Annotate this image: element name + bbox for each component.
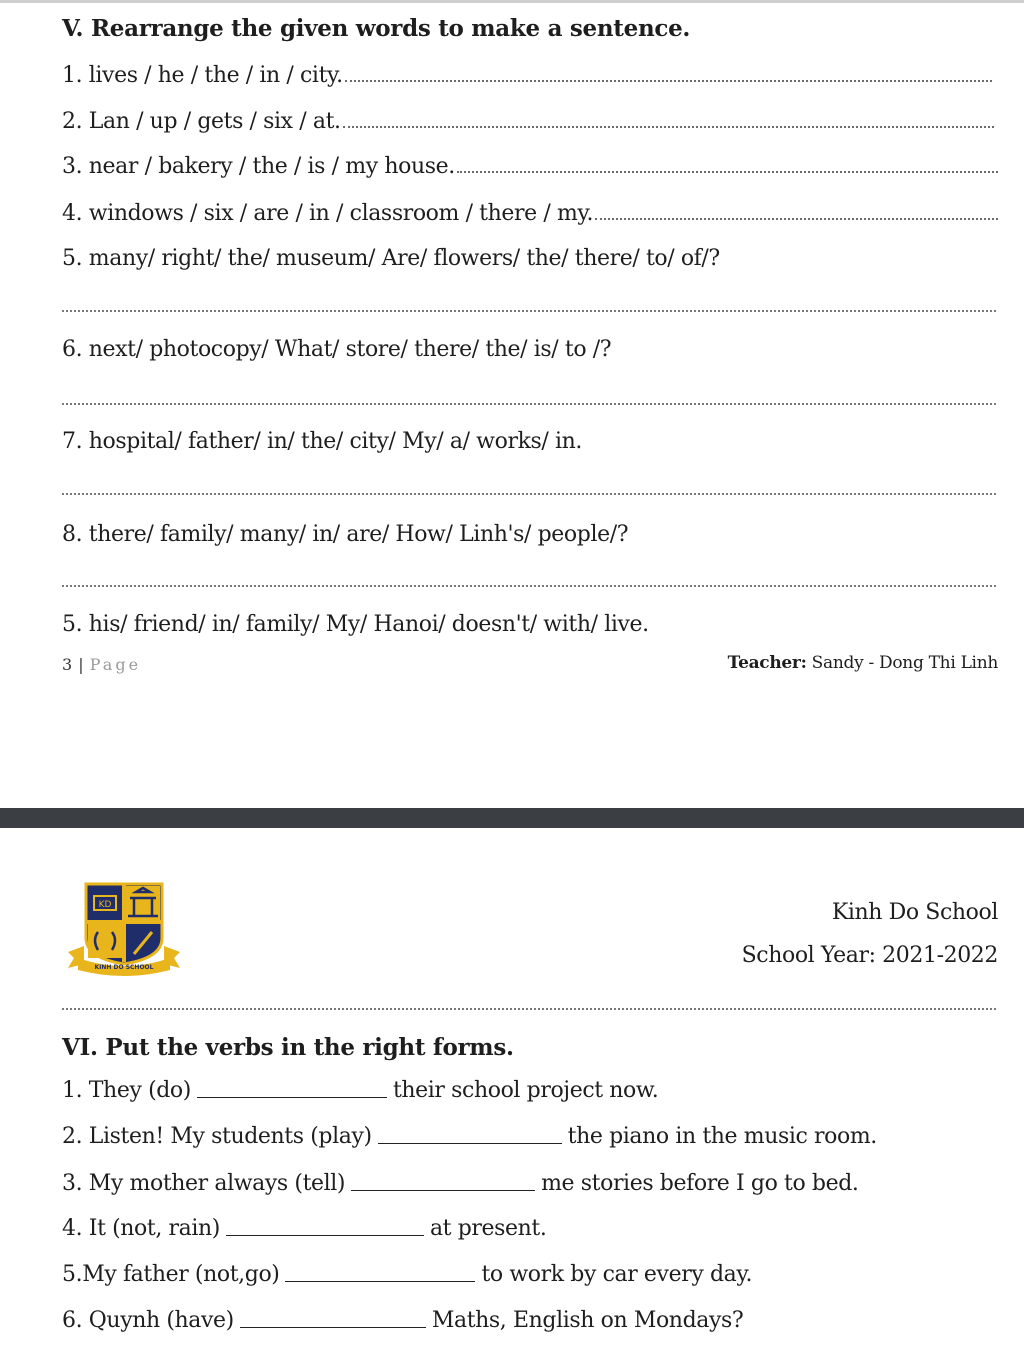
answer-dotted-line	[62, 585, 996, 587]
answer-blank	[378, 1143, 562, 1144]
exercise-prompt: 6. Quynh (have)	[62, 1308, 234, 1333]
page-number	[62, 655, 141, 674]
exercise-continuation: to work by car every day.	[481, 1262, 753, 1287]
page-label: Page	[89, 655, 142, 674]
exercise-text: 5. many/ right/ the/ museum/ Are/ flowers/ the/ there/ to/ of/?	[62, 246, 720, 271]
exercise-text: 6. next/ photocopy/ What/ store/ there/ the/ is/ to /?	[62, 337, 612, 362]
exercise-text: 5. his/ friend/ in/ family/ My/ Hanoi/ doesn't/ with/ live.	[62, 612, 649, 637]
logo-monogram: KD	[98, 900, 112, 910]
page-divider	[0, 808, 1024, 829]
exercise-continuation: the piano in the music room.	[567, 1124, 877, 1149]
school-logo-icon	[64, 878, 184, 978]
exercise-text: 7. hospital/ father/ in/ the/ city/ My/ a/ works/ in.	[62, 429, 582, 454]
exercise-item	[62, 63, 992, 88]
answer-blank	[351, 1190, 535, 1191]
exercise-item	[62, 109, 994, 134]
answer-dotted-line	[62, 310, 996, 312]
exercise-item	[62, 612, 649, 637]
exercise-text: 4. windows / six / are / in / classroom / there / my.	[62, 201, 594, 226]
answer-dotted-line	[595, 218, 998, 220]
answer-blank	[240, 1327, 426, 1328]
school-name: Kinh Do School	[831, 900, 998, 925]
teacher-label: Teacher:	[727, 653, 807, 673]
answer-blank	[285, 1281, 475, 1282]
answer-dotted-line	[343, 126, 994, 128]
exercise-text: 8. there/ family/ many/ in/ are/ How/ Linh's/ people/?	[62, 522, 629, 547]
section-v-title: V. Rearrange the given words to make a sentence.	[62, 15, 691, 42]
exercise-continuation: their school project now.	[392, 1078, 659, 1103]
exercise-continuation: me stories before I go to bed.	[541, 1171, 859, 1196]
school-year: School Year: 2021-2022	[741, 943, 998, 968]
answer-blank	[226, 1235, 424, 1236]
exercise-prompt: 2. Listen! My students (play)	[62, 1124, 372, 1149]
exercise-item	[62, 337, 611, 362]
exercise-text: 1. lives / he / the / in / city.	[62, 63, 343, 88]
exercise-item	[62, 154, 998, 179]
page-number-value: 3 |	[62, 655, 85, 674]
answer-dotted-line	[345, 80, 992, 82]
exercise-item	[62, 1124, 877, 1149]
exercise-item	[62, 1171, 858, 1196]
exercise-item	[62, 201, 998, 226]
exercise-item	[62, 522, 628, 547]
exercise-item	[62, 1078, 658, 1103]
exercise-item	[62, 1216, 546, 1241]
answer-dotted-line	[457, 171, 998, 173]
exercise-continuation: at present.	[429, 1216, 547, 1241]
exercise-item	[62, 246, 720, 271]
logo-banner-text: KINH DO SCHOOL	[94, 964, 154, 971]
exercise-item	[62, 1262, 752, 1287]
exercise-item	[62, 1308, 743, 1333]
exercise-prompt: 3. My mother always (tell)	[62, 1171, 346, 1196]
exercise-text: 3. near / bakery / the / is / my house.	[62, 154, 455, 179]
exercise-prompt: 1. They (do)	[62, 1078, 191, 1103]
answer-blank	[197, 1097, 387, 1098]
exercise-prompt: 4. It (not, rain)	[62, 1216, 220, 1241]
answer-dotted-line	[62, 493, 996, 495]
header-dotted-separator	[62, 1008, 996, 1010]
exercise-continuation: Maths, English on Mondays?	[431, 1308, 744, 1333]
exercise-item	[62, 429, 582, 454]
exercise-prompt: 5.My father (not,go)	[62, 1262, 280, 1287]
answer-dotted-line	[62, 403, 996, 405]
teacher-name: Sandy - Dong Thi Linh	[811, 653, 998, 673]
exercise-text: 2. Lan / up / gets / six / at.	[62, 109, 341, 134]
teacher-credit	[728, 653, 998, 673]
section-vi-title: VI. Put the verbs in the right forms.	[62, 1034, 514, 1061]
